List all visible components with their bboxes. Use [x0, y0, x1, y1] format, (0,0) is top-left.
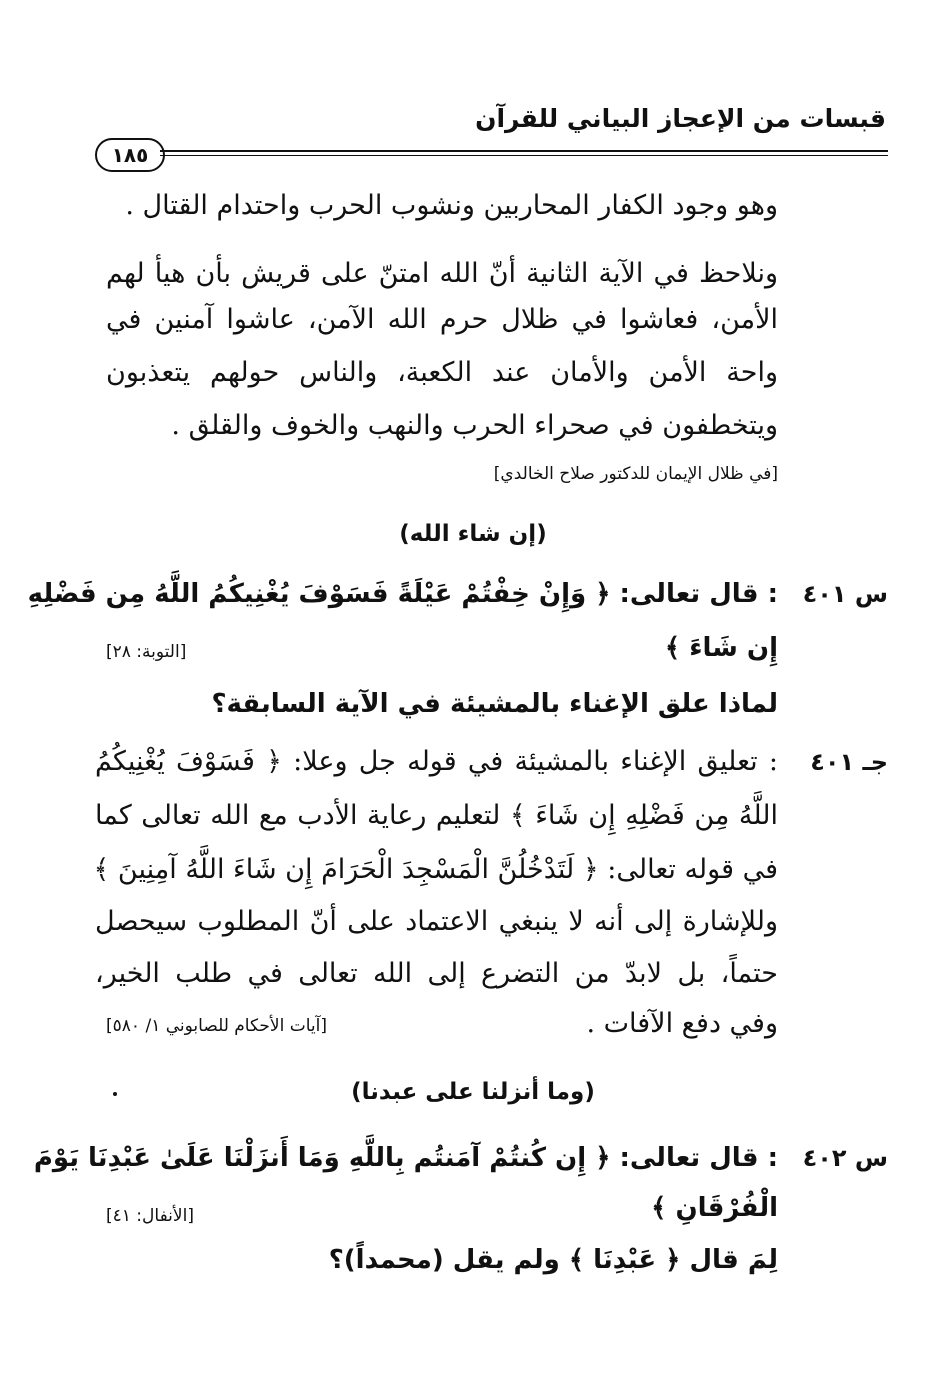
- intro-line-5: ويتخطفون في صحراء الحرب والنهب والخوف والقلق .: [171, 410, 778, 441]
- question-402-text: لِمَ قال ﴿ عَبْدِنَا ﴾ ولم يقل (محمداً)؟: [328, 1245, 778, 1275]
- question-402-line-2: الْفُرْقَانِ ﴾: [651, 1193, 778, 1223]
- stray-mark: [113, 1092, 117, 1096]
- question-401-reference: [التوبة: ٢٨]: [106, 642, 187, 662]
- question-402-reference: [الأنفال: ٤١]: [106, 1206, 194, 1226]
- answer-401-line-4: وللإشارة إلى أنه لا ينبغي الاعتماد على أنّ المطلوب سيحصل: [95, 906, 778, 937]
- answer-401-number: جـ ٤٠١: [810, 748, 888, 776]
- answer-401-line-6: وفي دفع الآفات .: [586, 1008, 778, 1039]
- header-rule: [160, 150, 888, 156]
- intro-line-1: وهو وجود الكفار المحاربين ونشوب الحرب واحتدام القتال .: [125, 190, 778, 221]
- question-402-line-1: : قال تعالى: ﴿ إِن كُنتُمْ آمَنتُم بِاللَّهِ وَمَا أَنزَلْنَا عَلَىٰ عَبْدِنَا يَوْمَ: [33, 1143, 778, 1173]
- intro-line-2: ونلاحظ في الآية الثانية أنّ الله امتنّ على قريش بأن هيأ لهم: [106, 258, 778, 289]
- section2-heading: (وما أنزلنا على عبدنا): [351, 1079, 595, 1105]
- answer-401-line-2: اللَّهُ مِن فَضْلِهِ إِن شَاءَ ﴾ لتعليم رعاية الأدب مع الله تعالى كما: [95, 800, 778, 831]
- page-number: ١٨٥: [95, 138, 165, 172]
- answer-401-line-3: في قوله تعالى: ﴿ لَتَدْخُلُنَّ الْمَسْجِدَ الْحَرَامَ إِن شَاءَ اللَّهُ آمِنِينَ ﴾: [93, 854, 778, 885]
- question-401-line-1: : قال تعالى: ﴿ وَإِنْ خِفْتُمْ عَيْلَةً فَسَوْفَ يُغْنِيكُمُ اللَّهُ مِن فَضْلِهِ: [27, 579, 778, 609]
- answer-401-line-1: : تعليق الإغناء بالمشيئة في قوله جل وعلا: ﴿ فَسَوْفَ يُغْنِيكُمُ: [95, 746, 778, 777]
- question-401-line-2: إِن شَاءَ ﴾: [664, 633, 778, 663]
- intro-line-4: واحة الأمن والأمان عند الكعبة، والناس حولهم يتعذبون: [106, 357, 778, 388]
- question-401-number: س ٤٠١: [802, 580, 888, 608]
- question-402-number: س ٤٠٢: [802, 1144, 888, 1172]
- intro-reference: [في ظلال الإيمان للدكتور صلاح الخالدي]: [493, 464, 778, 484]
- answer-401-line-5: حتماً، بل لابدّ من التضرع إلى الله تعالى في طلب الخير،: [95, 958, 778, 989]
- intro-line-3: الأمن، فعاشوا في ظلال حرم الله الآمن، عاشوا آمنين في: [106, 304, 778, 335]
- section1-heading: (إن شاء الله): [399, 521, 547, 547]
- question-401-text: لماذا علق الإغناء بالمشيئة في الآية السابقة؟: [211, 689, 778, 719]
- answer-401-reference: [آيات الأحكام للصابوني ١/ ٥٨٠]: [106, 1016, 327, 1036]
- book-title: قبسات من الإعجاز البياني للقرآن: [475, 104, 886, 133]
